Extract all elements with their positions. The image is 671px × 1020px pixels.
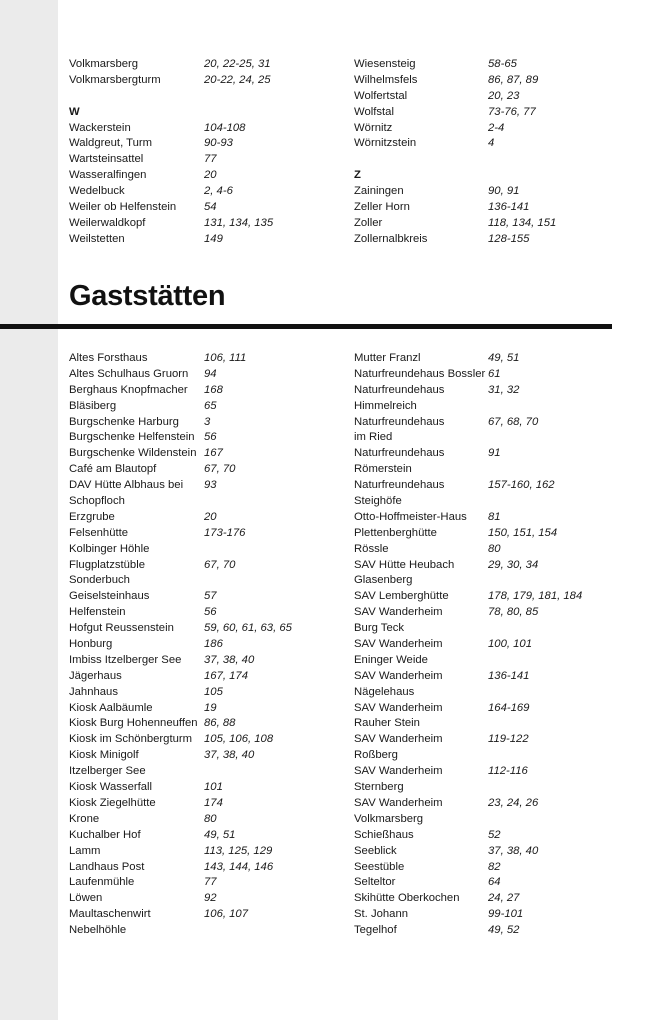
index-entry bbox=[354, 430, 604, 446]
index-entry bbox=[354, 732, 604, 748]
index-entry bbox=[354, 701, 604, 717]
index-entry bbox=[69, 875, 319, 891]
index-entry-pages: 90-93 bbox=[204, 137, 233, 150]
index-entry-pages: 93 bbox=[204, 479, 217, 492]
index-entry-pages: 64 bbox=[488, 876, 501, 889]
index-entry-pages: 92 bbox=[204, 892, 217, 905]
index-entry bbox=[69, 542, 319, 558]
index-entry-name: Roßberg bbox=[354, 749, 398, 762]
index-entry-pages: 186 bbox=[204, 638, 223, 651]
gaststaetten-index-left-column bbox=[69, 351, 319, 939]
index-entry-name: Maultaschenwirt bbox=[69, 908, 151, 921]
index-entry bbox=[69, 685, 319, 701]
index-entry-name: Mutter Franzl bbox=[354, 352, 421, 364]
index-entry-name: St. Johann bbox=[354, 908, 409, 921]
index-entry-name: Wiesensteig bbox=[354, 58, 416, 70]
index-entry-name: Eninger Weide bbox=[354, 653, 428, 666]
index-entry-pages: 94 bbox=[204, 367, 217, 380]
index-entry-pages: 164-169 bbox=[488, 701, 530, 714]
index-entry-name: Naturfreundehaus bbox=[354, 383, 445, 396]
index-entry-pages: 37, 38, 40 bbox=[488, 844, 539, 857]
index-entry-name: Berghaus Knopfmacher bbox=[69, 383, 188, 396]
index-entry-name: Wackerstein bbox=[69, 121, 131, 134]
index-entry-pages: 54 bbox=[204, 201, 217, 214]
index-entry-name: Rössle bbox=[354, 542, 389, 555]
index-entry bbox=[354, 383, 604, 399]
index-entry-name: Schießhaus bbox=[354, 828, 414, 841]
index-entry bbox=[69, 184, 319, 200]
index-entry bbox=[69, 478, 319, 494]
index-entry-name: Naturfreundehaus bbox=[354, 415, 445, 428]
index-entry-pages: 73-76, 77 bbox=[488, 105, 536, 118]
index-entry-pages: 106, 107 bbox=[204, 908, 248, 921]
index-entry bbox=[69, 701, 319, 717]
index-entry-pages: 67, 70 bbox=[204, 558, 236, 571]
index-entry-pages: 136-141 bbox=[488, 201, 530, 214]
index-entry-pages: 2, 4-6 bbox=[204, 185, 233, 198]
index-entry bbox=[354, 605, 604, 621]
index-letter-heading: Z bbox=[354, 169, 361, 182]
index-entry bbox=[69, 399, 319, 415]
index-entry bbox=[69, 796, 319, 812]
index-entry-pages: 61 bbox=[488, 367, 501, 380]
index-entry-name: Erzgrube bbox=[69, 510, 115, 523]
index-entry-pages: 78, 80, 85 bbox=[488, 606, 539, 619]
index-entry-name: Nägelehaus bbox=[354, 685, 415, 698]
index-entry-name: Zeller Horn bbox=[354, 201, 410, 214]
index-entry-name: Steighöfe bbox=[354, 495, 402, 508]
index-entry-name: Burgschenke Wildenstein bbox=[69, 447, 197, 460]
index-entry bbox=[354, 494, 604, 510]
index-entry-name: Kiosk Wasserfall bbox=[69, 781, 153, 794]
index-entry-name: Imbiss Itzelberger See bbox=[69, 653, 182, 666]
index-entry-name: Kiosk Minigolf bbox=[69, 749, 139, 762]
index-entry-name: Glasenberg bbox=[354, 574, 413, 587]
index-entry-name: Burgschenke Helfenstein bbox=[69, 431, 195, 444]
index-entry-pages: 58-65 bbox=[488, 58, 517, 70]
index-entry-name: Volkmarsbergturm bbox=[69, 73, 161, 86]
index-entry-pages: 67, 68, 70 bbox=[488, 415, 539, 428]
index-entry-pages: 20-22, 24, 25 bbox=[204, 73, 271, 86]
index-entry-name: Bläsiberg bbox=[69, 399, 117, 412]
index-entry bbox=[69, 152, 319, 168]
index-entry bbox=[354, 232, 604, 248]
section-title: Gaststätten bbox=[69, 280, 226, 312]
index-entry bbox=[354, 526, 604, 542]
index-entry-name: Altes Forsthaus bbox=[69, 352, 148, 364]
index-entry bbox=[69, 637, 319, 653]
index-entry bbox=[354, 875, 604, 891]
index-entry bbox=[69, 653, 319, 669]
index-entry-pages: 167, 174 bbox=[204, 669, 248, 682]
index-entry bbox=[354, 105, 604, 121]
index-spacer bbox=[69, 89, 319, 105]
index-entry-name: Himmelreich bbox=[354, 399, 417, 412]
index-entry-name: Rauher Stein bbox=[354, 717, 420, 730]
index-entry-name: DAV Hütte Albhaus bei bbox=[69, 479, 184, 492]
index-entry-pages: 99-101 bbox=[488, 908, 524, 921]
index-entry bbox=[69, 216, 319, 232]
index-entry bbox=[69, 526, 319, 542]
index-entry-pages: 113, 125, 129 bbox=[204, 844, 273, 857]
index-entry bbox=[354, 907, 604, 923]
index-entry bbox=[354, 716, 604, 732]
index-entry bbox=[354, 121, 604, 137]
index-entry-name: Selteltor bbox=[354, 876, 396, 889]
index-entry-pages: 178, 179, 181, 184 bbox=[488, 590, 583, 603]
index-entry-name: Honburg bbox=[69, 638, 113, 651]
index-entry-name: Weilerwaldkopf bbox=[69, 216, 146, 229]
index-entry-name: Wedelbuck bbox=[69, 185, 125, 198]
index-entry-pages: 105, 106, 108 bbox=[204, 733, 274, 746]
index-entry bbox=[69, 732, 319, 748]
index-entry bbox=[354, 216, 604, 232]
index-entry-name: Geiselsteinhaus bbox=[69, 590, 150, 603]
index-entry-name: Lamm bbox=[69, 844, 101, 857]
index-entry-pages: 174 bbox=[204, 796, 223, 809]
index-entry-pages: 150, 151, 154 bbox=[488, 526, 558, 539]
index-entry bbox=[69, 780, 319, 796]
index-entry bbox=[69, 462, 319, 478]
index-entry-pages: 77 bbox=[204, 153, 217, 166]
index-entry-pages: 20, 23 bbox=[488, 89, 520, 102]
index-entry-pages: 59, 60, 61, 63, 65 bbox=[204, 622, 292, 635]
index-entry-pages: 80 bbox=[204, 812, 217, 825]
index-entry-pages: 3 bbox=[204, 415, 211, 428]
index-entry bbox=[354, 812, 604, 828]
index-entry bbox=[69, 232, 319, 248]
index-entry-pages: 67, 70 bbox=[204, 463, 236, 476]
index-entry bbox=[69, 748, 319, 764]
index-entry-pages: 37, 38, 40 bbox=[204, 653, 255, 666]
index-entry-name: Jahnhaus bbox=[69, 685, 118, 698]
index-entry bbox=[354, 796, 604, 812]
index-entry-name: Wolfertstal bbox=[354, 89, 408, 102]
index-entry-name: Wartsteinsattel bbox=[69, 153, 144, 166]
index-entry-pages: 86, 88 bbox=[204, 717, 236, 730]
index-entry bbox=[354, 748, 604, 764]
index-entry-name: Nebelhöhle bbox=[69, 924, 127, 937]
index-entry bbox=[354, 89, 604, 105]
index-entry-pages: 56 bbox=[204, 431, 217, 444]
index-entry bbox=[69, 367, 319, 383]
index-entry-name: Helfenstein bbox=[69, 606, 126, 619]
index-entry-name: SAV Wanderheim bbox=[354, 765, 443, 778]
index-entry-name: Sternberg bbox=[354, 781, 404, 794]
index-entry-pages: 86, 87, 89 bbox=[488, 73, 539, 86]
index-entry-name: Zainingen bbox=[354, 185, 404, 198]
index-entry-name: Kiosk Aalbäumle bbox=[69, 701, 153, 714]
index-entry-name: Wasseralfingen bbox=[69, 169, 147, 182]
index-entry-name: Plettenberghütte bbox=[354, 526, 437, 539]
index-entry-pages: 20 bbox=[204, 510, 217, 523]
index-entry-name: SAV Wanderheim bbox=[354, 733, 443, 746]
index-entry-pages: 24, 27 bbox=[488, 892, 520, 905]
index-entry-pages: 105 bbox=[204, 685, 223, 698]
index-entry-name: Felsenhütte bbox=[69, 526, 129, 539]
index-entry-name: Burg Teck bbox=[354, 622, 405, 635]
index-entry-name: Kuchalber Hof bbox=[69, 828, 141, 841]
index-entry bbox=[69, 923, 319, 939]
index-entry-name: Römerstein bbox=[354, 463, 412, 476]
index-entry bbox=[354, 462, 604, 478]
index-entry-pages: 77 bbox=[204, 876, 217, 889]
index-entry-name: Volkmarsberg bbox=[354, 812, 424, 825]
index-entry bbox=[69, 351, 319, 367]
index-entry-name: Kiosk Burg Hohenneuffen bbox=[69, 717, 198, 730]
index-entry-pages: 81 bbox=[488, 510, 501, 523]
index-entry-pages: 80 bbox=[488, 542, 501, 555]
index-entry-pages: 149 bbox=[204, 232, 223, 245]
index-entry bbox=[354, 478, 604, 494]
index-entry-pages: 52 bbox=[488, 828, 501, 841]
index-entry-name: Schopfloch bbox=[69, 495, 125, 508]
index-entry-name: Tegelhof bbox=[354, 924, 397, 937]
index-entry-pages: 157-160, 162 bbox=[488, 479, 555, 492]
index-entry-pages: 19 bbox=[204, 701, 217, 714]
index-entry bbox=[354, 923, 604, 939]
index-entry-pages: 119-122 bbox=[488, 733, 529, 746]
index-entry bbox=[354, 351, 604, 367]
index-entry bbox=[354, 669, 604, 685]
index-entry bbox=[354, 573, 604, 589]
index-entry-name: Burgschenke Harburg bbox=[69, 415, 179, 428]
index-entry-name: Naturfreundehaus bbox=[354, 447, 445, 460]
index-entry bbox=[69, 430, 319, 446]
index-entry-pages: 106, 111 bbox=[204, 352, 247, 364]
index-entry-pages: 90, 91 bbox=[488, 185, 520, 198]
index-entry-name: Seestüble bbox=[354, 860, 405, 873]
index-entry-name: Kiosk Ziegelhütte bbox=[69, 796, 156, 809]
index-entry-pages: 136-141 bbox=[488, 669, 530, 682]
index-entry bbox=[69, 621, 319, 637]
index-entry-name: Weiler ob Helfenstein bbox=[69, 201, 177, 214]
index-entry bbox=[354, 621, 604, 637]
index-entry-name: Waldgreut, Turm bbox=[69, 137, 153, 150]
index-entry-pages: 4 bbox=[488, 137, 495, 150]
index-entry bbox=[69, 168, 319, 184]
index-entry bbox=[69, 812, 319, 828]
index-entry-pages: 57 bbox=[204, 590, 217, 603]
index-entry bbox=[69, 573, 319, 589]
index-entry bbox=[69, 57, 319, 73]
index-entry-name: Flugplatzstüble bbox=[69, 558, 145, 571]
index-entry-name: Kiosk im Schönbergturm bbox=[69, 733, 193, 746]
index-letter-heading: W bbox=[69, 105, 80, 118]
index-entry bbox=[354, 184, 604, 200]
index-entry-name: Krone bbox=[69, 812, 100, 825]
index-entry-pages: 100, 101 bbox=[488, 638, 532, 651]
index-entry-pages: 112-116 bbox=[488, 765, 528, 778]
index-entry bbox=[354, 685, 604, 701]
index-entry bbox=[354, 399, 604, 415]
section-divider bbox=[0, 324, 612, 329]
places-index-right-column bbox=[354, 57, 604, 248]
index-entry-name: Otto-Hoffmeister-Haus bbox=[354, 510, 467, 523]
index-entry-pages: 23, 24, 26 bbox=[488, 796, 539, 809]
index-entry bbox=[69, 558, 319, 574]
index-entry-pages: 173-176 bbox=[204, 526, 246, 539]
index-entry bbox=[354, 844, 604, 860]
index-entry-pages: 49, 52 bbox=[488, 924, 520, 937]
index-entry-pages: 29, 30, 34 bbox=[488, 558, 539, 571]
index-spacer bbox=[354, 152, 604, 168]
index-entry bbox=[69, 844, 319, 860]
index-entry-name: Skihütte Oberkochen bbox=[354, 892, 460, 905]
index-entry-name: SAV Wanderheim bbox=[354, 701, 443, 714]
index-entry-name: Löwen bbox=[69, 892, 103, 905]
index-entry-pages: 143, 144, 146 bbox=[204, 860, 274, 873]
index-entry bbox=[354, 136, 604, 152]
index-entry bbox=[354, 780, 604, 796]
index-entry-name: Wörnitz bbox=[354, 121, 393, 134]
index-entry-pages: 49, 51 bbox=[488, 352, 520, 364]
index-entry bbox=[354, 891, 604, 907]
index-entry bbox=[69, 121, 319, 137]
index-entry bbox=[69, 383, 319, 399]
index-entry bbox=[354, 367, 604, 383]
index-entry-name: SAV Wanderheim bbox=[354, 606, 443, 619]
index-entry-pages: 82 bbox=[488, 860, 501, 873]
index-entry-pages: 65 bbox=[204, 399, 217, 412]
index-entry-name: Wolfstal bbox=[354, 105, 394, 118]
index-entry-pages: 37, 38, 40 bbox=[204, 749, 255, 762]
index-entry bbox=[354, 653, 604, 669]
gaststaetten-index-right-column bbox=[354, 351, 604, 939]
index-entry-name: Naturfreundehaus bbox=[354, 479, 445, 492]
index-entry-name: Seeblick bbox=[354, 844, 397, 857]
index-entry-name: Laufenmühle bbox=[69, 876, 135, 889]
index-entry-pages: 101 bbox=[204, 781, 223, 794]
index-entry bbox=[69, 446, 319, 462]
index-entry bbox=[354, 57, 604, 73]
index-entry bbox=[354, 828, 604, 844]
index-entry-name: Wörnitzstein bbox=[354, 137, 417, 150]
index-entry bbox=[69, 605, 319, 621]
index-entry-name: Itzelberger See bbox=[69, 765, 146, 778]
index-entry bbox=[354, 446, 604, 462]
index-entry bbox=[69, 716, 319, 732]
index-entry bbox=[69, 891, 319, 907]
places-index-left-column bbox=[69, 57, 319, 248]
index-entry-name: Sonderbuch bbox=[69, 574, 130, 587]
index-entry bbox=[69, 669, 319, 685]
index-entry bbox=[354, 542, 604, 558]
index-entry bbox=[69, 415, 319, 431]
index-entry-name: Altes Schulhaus Gruorn bbox=[69, 367, 189, 380]
index-entry-name: SAV Wanderheim bbox=[354, 638, 443, 651]
index-entry bbox=[69, 494, 319, 510]
index-entry bbox=[354, 558, 604, 574]
index-entry-name: SAV Lemberghütte bbox=[354, 590, 449, 603]
index-entry-name: SAV Wanderheim bbox=[354, 669, 443, 682]
index-entry-pages: 168 bbox=[204, 383, 223, 396]
index-entry-name: SAV Hütte Heubach bbox=[354, 558, 455, 571]
index-entry-pages: 118, 134, 151 bbox=[488, 216, 557, 229]
index-entry-pages: 20, 22-25, 31 bbox=[204, 58, 271, 70]
index-entry-name: Kolbinger Höhle bbox=[69, 542, 150, 555]
index-entry-name: Landhaus Post bbox=[69, 860, 145, 873]
index-entry-name: Zoller bbox=[354, 216, 383, 229]
index-entry bbox=[69, 589, 319, 605]
index-entry-name: Hofgut Reussenstein bbox=[69, 622, 174, 635]
index-entry-name: SAV Wanderheim bbox=[354, 796, 443, 809]
index-entry-name: Wilhelmsfels bbox=[354, 73, 418, 86]
index-entry bbox=[69, 73, 319, 89]
index-entry-name: im Ried bbox=[354, 431, 393, 444]
index-entry bbox=[354, 637, 604, 653]
index-entry-pages: 2-4 bbox=[488, 121, 505, 134]
index-entry-pages: 56 bbox=[204, 606, 217, 619]
index-entry bbox=[69, 200, 319, 216]
index-entry bbox=[354, 764, 604, 780]
index-entry-pages: 167 bbox=[204, 447, 223, 460]
index-entry-pages: 128-155 bbox=[488, 232, 530, 245]
index-entry bbox=[354, 200, 604, 216]
index-entry bbox=[69, 828, 319, 844]
index-entry-pages: 91 bbox=[488, 447, 501, 460]
index-entry bbox=[354, 510, 604, 526]
index-entry-pages: 104-108 bbox=[204, 121, 246, 134]
index-entry bbox=[354, 589, 604, 605]
index-entry bbox=[69, 136, 319, 152]
index-entry bbox=[354, 73, 604, 89]
index-entry-pages: 31, 32 bbox=[488, 383, 520, 396]
index-entry-name: Weilstetten bbox=[69, 232, 125, 245]
index-entry-name: Zollernalbkreis bbox=[354, 232, 428, 245]
index-entry-pages: 20 bbox=[204, 169, 217, 182]
index-entry bbox=[69, 907, 319, 923]
index-entry bbox=[69, 860, 319, 876]
index-entry-pages: 131, 134, 135 bbox=[204, 216, 274, 229]
index-entry bbox=[69, 764, 319, 780]
page-margin-strip bbox=[0, 0, 58, 1020]
index-entry-name: Café am Blautopf bbox=[69, 463, 157, 476]
index-entry-pages: 49, 51 bbox=[204, 828, 236, 841]
index-entry-name: Volkmarsberg bbox=[69, 58, 139, 70]
index-entry-name: Naturfreundehaus Bossler bbox=[354, 367, 486, 380]
index-entry bbox=[354, 415, 604, 431]
index-entry-name: Jägerhaus bbox=[69, 669, 122, 682]
index-entry bbox=[354, 860, 604, 876]
index-entry bbox=[69, 510, 319, 526]
